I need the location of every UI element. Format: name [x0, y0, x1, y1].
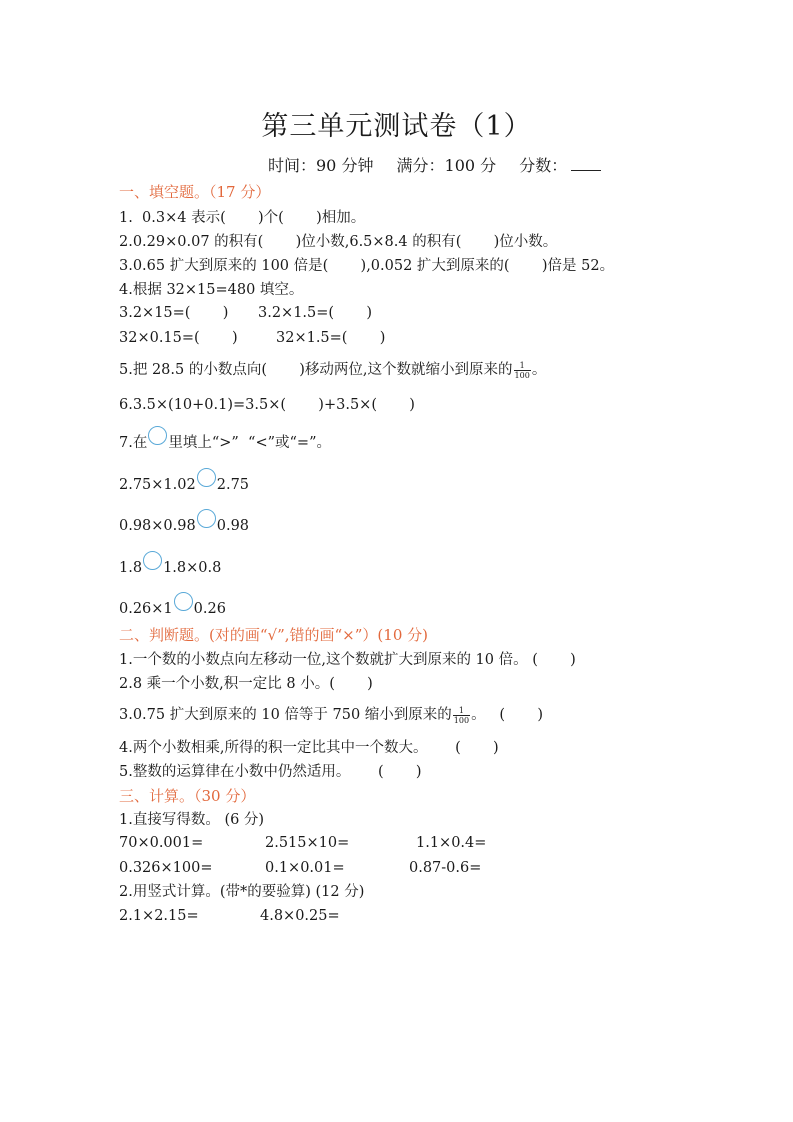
calc-r2-c2: 0.1×0.01=: [265, 860, 345, 876]
calc-r1-c1: 70×0.001=: [119, 835, 204, 851]
section3-heading: 三、计算。（30 分）: [119, 787, 256, 805]
fraction-one-hundredth-2: [453, 706, 470, 725]
compare-3-circle[interactable]: [143, 551, 162, 570]
s1-q4d: 32×1.5=( ): [276, 330, 386, 346]
compare-4-circle[interactable]: [174, 592, 193, 611]
time-limit: 时间：90 分钟: [268, 156, 374, 175]
compare-4: [119, 592, 226, 619]
compare-4-left: 0.26×1: [119, 601, 173, 617]
compare-1-left: 2.75×1.02: [119, 477, 196, 493]
compare-3-left: 1.8: [119, 560, 143, 576]
s1-q5-end: 。: [531, 362, 547, 378]
fraction-denominator: 100: [514, 370, 530, 380]
compare-2-right: 0.98: [216, 518, 250, 534]
s3-p2: 2.用竖式计算。(带*的要验算) (12 分): [119, 884, 365, 900]
s2-q4: 4.两个小数相乘,所得的积一定比其中一个数大。 ( ): [119, 740, 499, 756]
s1-q4a: 3.2×15=( ): [119, 305, 229, 321]
s3-p1: 1.直接写得数。 (6 分): [119, 812, 265, 828]
s1-q6: 6.3.5×(10+0.1)=3.5×( )+3.5×( ): [119, 397, 415, 413]
fraction-numerator-2: 1: [453, 706, 470, 716]
s2-q3-end: 。 ( ): [471, 707, 543, 723]
s1-q2: 2.0.29×0.07 的积有( )位小数,6.5×8.4 的积有( )位小数。: [119, 234, 558, 250]
calc-r1-c3: 1.1×0.4=: [416, 835, 487, 851]
fraction-one-hundredth: [514, 361, 531, 380]
compare-1-right: 2.75: [216, 477, 250, 493]
compare-1: [119, 468, 249, 495]
calc-r2-c3: 0.87-0.6=: [409, 860, 482, 876]
s1-q5: [119, 360, 546, 380]
s1-q7-a: 7.在: [119, 435, 148, 451]
s1-q7-b: 里填上“>” “<”或“=”。: [168, 435, 331, 451]
s2-q1: 1.一个数的小数点向左移动一位,这个数就扩大到原来的 10 倍。 ( ): [119, 652, 576, 668]
s2-q3: [119, 705, 543, 725]
compare-2-left: 0.98×0.98: [119, 518, 196, 534]
s1-q5-text: 5.把 28.5 的小数点向( )移动两位,这个数就缩小到原来的: [119, 362, 513, 378]
s2-q5: 5.整数的运算律在小数中仍然适用。 ( ): [119, 764, 422, 780]
s1-q3: 3.0.65 扩大到原来的 100 倍是( ),0.052 扩大到原来的( )倍是 52。: [119, 258, 615, 274]
full-score: 满分：100 分: [396, 156, 497, 175]
compare-2: [119, 509, 249, 536]
s1-q4c: 32×0.15=( ): [119, 330, 238, 346]
compare-2-circle[interactable]: [197, 509, 216, 528]
compare-4-right: 0.26: [193, 601, 226, 617]
s1-q4b: 3.2×1.5=( ): [258, 305, 372, 321]
circle-blank-icon: [148, 426, 167, 445]
calc-r3-c2: 4.8×0.25=: [260, 908, 340, 924]
exam-info: [268, 153, 619, 176]
compare-3: [119, 551, 221, 578]
calc-r2-c1: 0.326×100=: [119, 860, 213, 876]
calc-r3-c1: 2.1×2.15=: [119, 908, 199, 924]
score-label: 分数：: [519, 156, 568, 175]
s2-q2: 2.8 乘一个小数,积一定比 8 小。( ): [119, 676, 373, 692]
page-title: 第三单元测试卷（1）: [261, 111, 532, 142]
compare-1-circle[interactable]: [197, 468, 216, 487]
s1-q4: 4.根据 32×15=480 填空。: [119, 282, 304, 298]
score-blank[interactable]: [571, 156, 601, 171]
s1-q7: [119, 426, 331, 453]
fraction-numerator: 1: [514, 361, 531, 371]
section2-heading: 二、判断题。(对的画“√”,错的画“×”）(10 分): [119, 626, 428, 644]
fraction-denominator-2: 100: [453, 715, 470, 725]
calc-r1-c2: 2.515×10=: [265, 835, 350, 851]
compare-3-right: 1.8×0.8: [163, 560, 222, 576]
s2-q3-text: 3.0.75 扩大到原来的 10 倍等于 750 缩小到原来的: [119, 707, 452, 723]
s1-q1: 1. 0.3×4 表示( )个( )相加。: [119, 210, 366, 226]
section1-heading: 一、填空题。（17 分）: [119, 183, 271, 201]
